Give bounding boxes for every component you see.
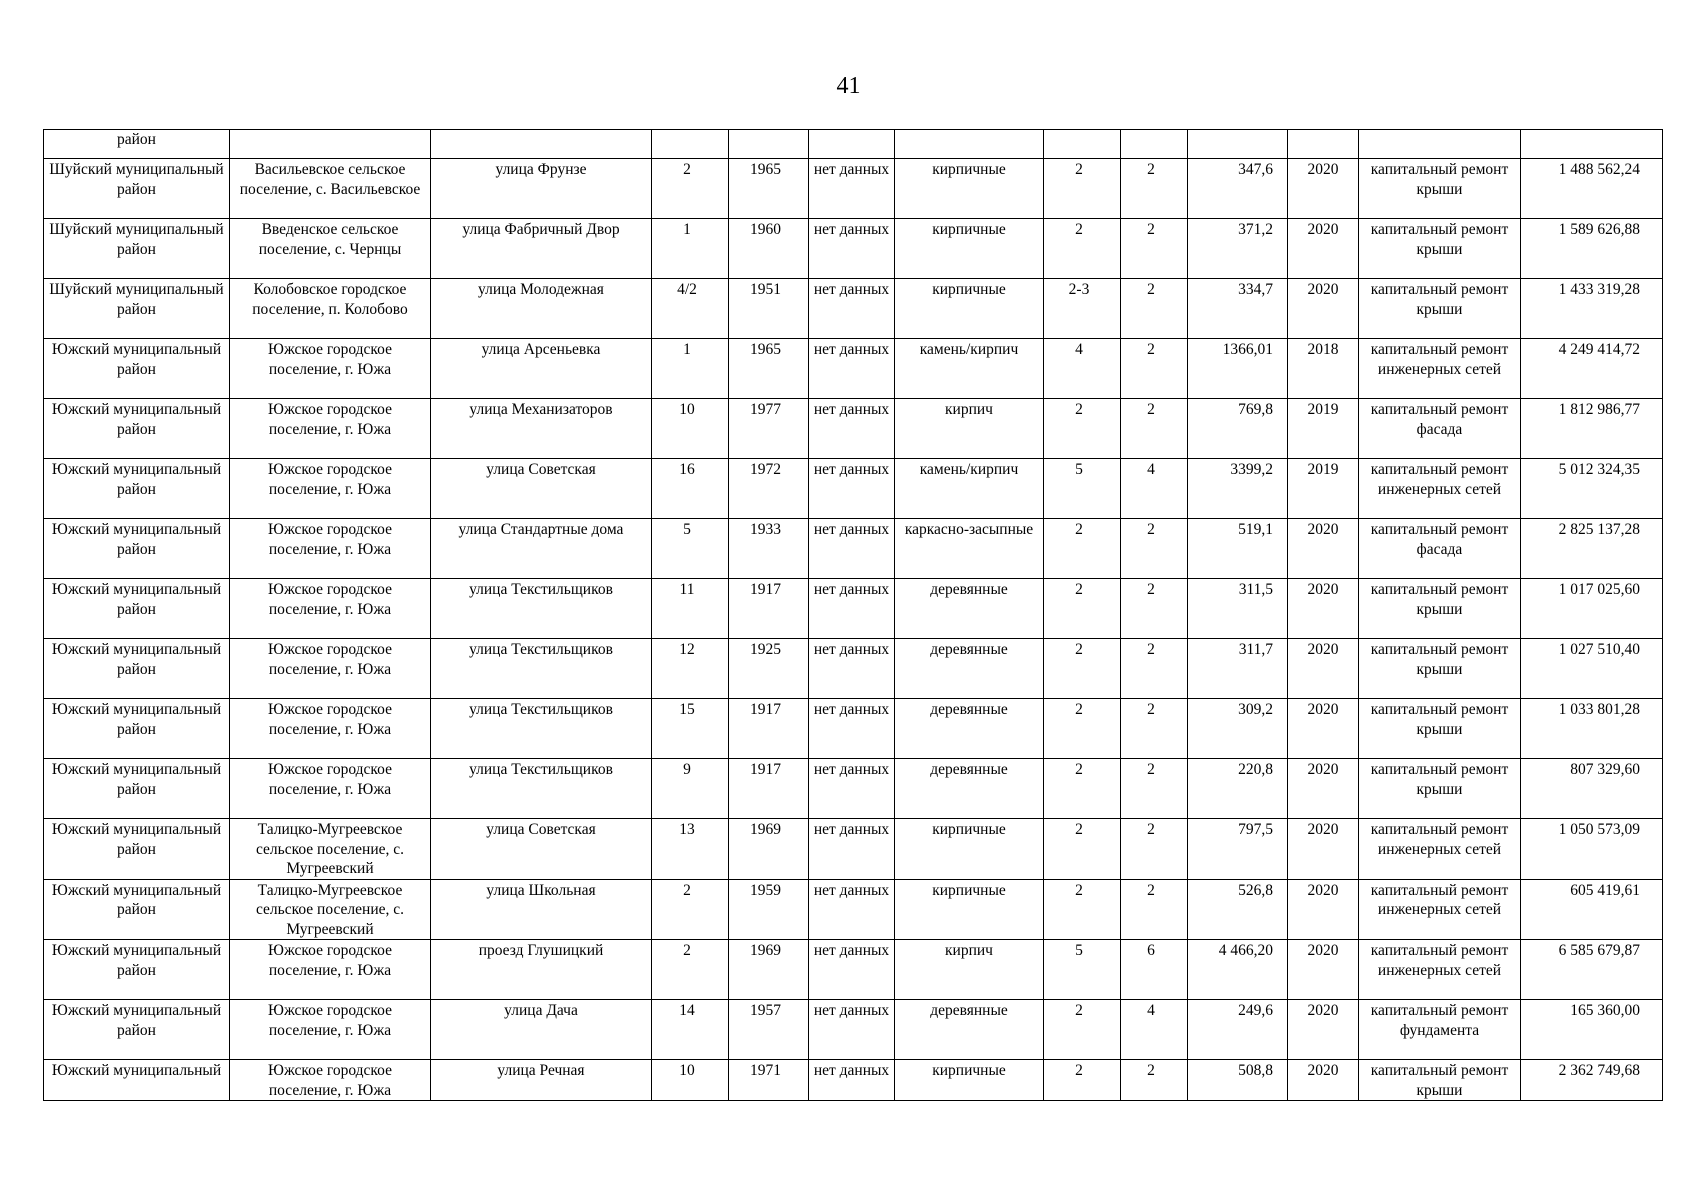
cell-wall-material: кирпичные xyxy=(895,1060,1044,1101)
table-row xyxy=(44,1000,1663,1060)
table-row xyxy=(44,639,1663,699)
cell-street: улица Советская xyxy=(431,459,652,519)
cell-settlement: Колобовское городское поселение, п. Колобово xyxy=(230,279,431,339)
cell-area: 334,7 xyxy=(1188,279,1288,339)
cell-house-number: 4/2 xyxy=(652,279,729,339)
cell-unknown: нет данных xyxy=(809,819,895,880)
cell-floors: 2 xyxy=(1044,819,1121,880)
cell-year-built: 1960 xyxy=(729,219,809,279)
cell-wall-material: кирпич xyxy=(895,940,1044,1000)
cell-street: проезд Глушицкий xyxy=(431,940,652,1000)
cell-area: 347,6 xyxy=(1188,159,1288,219)
table-row xyxy=(44,879,1663,940)
cell-unknown: нет данных xyxy=(809,219,895,279)
table-row xyxy=(44,519,1663,579)
cell-house-number: 5 xyxy=(652,519,729,579)
cell-unknown: нет данных xyxy=(809,159,895,219)
cell-repair-year: 2020 xyxy=(1288,940,1359,1000)
cell-district: Южский муниципальный район xyxy=(44,399,230,459)
cell-repair-year: 2020 xyxy=(1288,579,1359,639)
cell-year-built: 1925 xyxy=(729,639,809,699)
cell-repair-year: 2020 xyxy=(1288,879,1359,940)
cell-work-type: капитальный ремонт инженерных сетей xyxy=(1359,339,1521,399)
cell-street: улица Механизаторов xyxy=(431,399,652,459)
table-row xyxy=(44,339,1663,399)
cell-settlement: Введенское сельское поселение, с. Чернцы xyxy=(230,219,431,279)
cell-street: улица Фрунзе xyxy=(431,159,652,219)
cell-district: Южский муниципальный район xyxy=(44,699,230,759)
cell-wall-material: камень/кирпич xyxy=(895,459,1044,519)
cell-work-type: капитальный ремонт фундамента xyxy=(1359,1000,1521,1060)
cell-street: улица Текстильщиков xyxy=(431,579,652,639)
cell-unknown: нет данных xyxy=(809,399,895,459)
cell-entrances: 2 xyxy=(1121,639,1188,699)
cell-house-number: 13 xyxy=(652,819,729,880)
cell-unknown: нет данных xyxy=(809,579,895,639)
table-row xyxy=(44,699,1663,759)
cell-entrances: 2 xyxy=(1121,339,1188,399)
cell-cost: 4 249 414,72 xyxy=(1521,339,1663,399)
cell-floors: 2 xyxy=(1044,159,1121,219)
cell-empty xyxy=(809,130,895,159)
cell-unknown: нет данных xyxy=(809,879,895,940)
cell-area: 508,8 xyxy=(1188,1060,1288,1101)
cell-district: Шуйский муниципальный район xyxy=(44,159,230,219)
cell-settlement: Южское городское поселение, г. Южа xyxy=(230,940,431,1000)
cell-cost: 6 585 679,87 xyxy=(1521,940,1663,1000)
cell-settlement: Южское городское поселение, г. Южа xyxy=(230,459,431,519)
cell-settlement: Южское городское поселение, г. Южа xyxy=(230,579,431,639)
cell-area: 311,7 xyxy=(1188,639,1288,699)
table-row xyxy=(44,1060,1663,1101)
cell-entrances: 4 xyxy=(1121,459,1188,519)
cell-wall-material: деревянные xyxy=(895,1000,1044,1060)
cell-district: район xyxy=(44,130,230,159)
page-number: 41 xyxy=(836,73,861,99)
table-row xyxy=(44,159,1663,219)
cell-house-number: 2 xyxy=(652,879,729,940)
cell-work-type: капитальный ремонт крыши xyxy=(1359,759,1521,819)
cell-empty xyxy=(1521,130,1663,159)
cell-wall-material: деревянные xyxy=(895,579,1044,639)
cell-house-number: 2 xyxy=(652,940,729,1000)
cell-street: улица Дача xyxy=(431,1000,652,1060)
cell-cost: 2 362 749,68 xyxy=(1521,1060,1663,1101)
cell-house-number: 2 xyxy=(652,159,729,219)
cell-area: 1366,01 xyxy=(1188,339,1288,399)
cell-wall-material: кирпичные xyxy=(895,219,1044,279)
cell-street: улица Стандартные дома xyxy=(431,519,652,579)
cell-work-type: капитальный ремонт крыши xyxy=(1359,219,1521,279)
cell-street: улица Текстильщиков xyxy=(431,639,652,699)
cell-cost: 165 360,00 xyxy=(1521,1000,1663,1060)
cell-house-number: 14 xyxy=(652,1000,729,1060)
cell-wall-material: кирпичные xyxy=(895,159,1044,219)
cell-house-number: 1 xyxy=(652,219,729,279)
cell-cost: 807 329,60 xyxy=(1521,759,1663,819)
cell-empty xyxy=(230,130,431,159)
cell-district: Южский муниципальный район xyxy=(44,579,230,639)
cell-district: Южский муниципальный район xyxy=(44,879,230,940)
cell-district: Южский муниципальный xyxy=(44,1060,230,1101)
cell-year-built: 1972 xyxy=(729,459,809,519)
cell-house-number: 15 xyxy=(652,699,729,759)
cell-settlement: Талицко-Мугреевское сельское поселение, с. Мугреевский xyxy=(230,819,431,880)
cell-unknown: нет данных xyxy=(809,1060,895,1101)
cell-settlement: Талицко-Мугреевское сельское поселение, с. Мугреевский xyxy=(230,879,431,940)
cell-district: Южский муниципальный район xyxy=(44,519,230,579)
cell-entrances: 2 xyxy=(1121,879,1188,940)
cell-entrances: 2 xyxy=(1121,399,1188,459)
cell-cost: 5 012 324,35 xyxy=(1521,459,1663,519)
cell-year-built: 1969 xyxy=(729,940,809,1000)
cell-work-type: капитальный ремонт инженерных сетей xyxy=(1359,459,1521,519)
cell-cost: 1 488 562,24 xyxy=(1521,159,1663,219)
cell-settlement: Васильевское сельское поселение, с. Васильевское xyxy=(230,159,431,219)
cell-empty xyxy=(1359,130,1521,159)
cell-repair-year: 2020 xyxy=(1288,219,1359,279)
cell-street: улица Текстильщиков xyxy=(431,699,652,759)
table-row xyxy=(44,279,1663,339)
cell-area: 249,6 xyxy=(1188,1000,1288,1060)
cell-district: Шуйский муниципальный район xyxy=(44,279,230,339)
cell-floors: 2 xyxy=(1044,639,1121,699)
cell-floors: 4 xyxy=(1044,339,1121,399)
cell-empty xyxy=(1288,130,1359,159)
cell-repair-year: 2020 xyxy=(1288,1000,1359,1060)
cell-work-type: капитальный ремонт инженерных сетей xyxy=(1359,879,1521,940)
cell-unknown: нет данных xyxy=(809,519,895,579)
cell-wall-material: кирпич xyxy=(895,399,1044,459)
cell-area: 311,5 xyxy=(1188,579,1288,639)
cell-entrances: 2 xyxy=(1121,519,1188,579)
cell-repair-year: 2019 xyxy=(1288,399,1359,459)
cell-floors: 2 xyxy=(1044,759,1121,819)
cell-house-number: 10 xyxy=(652,399,729,459)
cell-year-built: 1917 xyxy=(729,759,809,819)
cell-wall-material: деревянные xyxy=(895,759,1044,819)
cell-wall-material: деревянные xyxy=(895,699,1044,759)
table-row xyxy=(44,579,1663,639)
table-row xyxy=(44,399,1663,459)
cell-floors: 5 xyxy=(1044,940,1121,1000)
cell-year-built: 1971 xyxy=(729,1060,809,1101)
cell-entrances: 4 xyxy=(1121,1000,1188,1060)
cell-year-built: 1917 xyxy=(729,699,809,759)
housing-repair-table xyxy=(43,129,1663,1101)
cell-repair-year: 2020 xyxy=(1288,639,1359,699)
cell-settlement: Южское городское поселение, г. Южа xyxy=(230,339,431,399)
cell-work-type: капитальный ремонт крыши xyxy=(1359,579,1521,639)
cell-year-built: 1965 xyxy=(729,339,809,399)
cell-district: Шуйский муниципальный район xyxy=(44,219,230,279)
cell-settlement: Южское городское поселение, г. Южа xyxy=(230,399,431,459)
cell-cost: 1 433 319,28 xyxy=(1521,279,1663,339)
cell-year-built: 1933 xyxy=(729,519,809,579)
cell-street: улица Текстильщиков xyxy=(431,759,652,819)
cell-district: Южский муниципальный район xyxy=(44,639,230,699)
cell-year-built: 1951 xyxy=(729,279,809,339)
cell-work-type: капитальный ремонт фасада xyxy=(1359,519,1521,579)
cell-house-number: 11 xyxy=(652,579,729,639)
cell-floors: 2 xyxy=(1044,699,1121,759)
cell-unknown: нет данных xyxy=(809,279,895,339)
cell-cost: 2 825 137,28 xyxy=(1521,519,1663,579)
cell-area: 526,8 xyxy=(1188,879,1288,940)
cell-area: 769,8 xyxy=(1188,399,1288,459)
cell-floors: 2 xyxy=(1044,219,1121,279)
cell-area: 4 466,20 xyxy=(1188,940,1288,1000)
cell-settlement: Южское городское поселение, г. Южа xyxy=(230,1060,431,1101)
cell-area: 309,2 xyxy=(1188,699,1288,759)
cell-settlement: Южское городское поселение, г. Южа xyxy=(230,519,431,579)
cell-district: Южский муниципальный район xyxy=(44,940,230,1000)
cell-district: Южский муниципальный район xyxy=(44,759,230,819)
cell-house-number: 1 xyxy=(652,339,729,399)
cell-cost: 1 050 573,09 xyxy=(1521,819,1663,880)
cell-cost: 1 027 510,40 xyxy=(1521,639,1663,699)
cell-district: Южский муниципальный район xyxy=(44,339,230,399)
cell-repair-year: 2020 xyxy=(1288,279,1359,339)
table-body xyxy=(44,130,1663,1101)
cell-entrances: 6 xyxy=(1121,940,1188,1000)
cell-district: Южский муниципальный район xyxy=(44,1000,230,1060)
cell-repair-year: 2020 xyxy=(1288,819,1359,880)
cell-street: улица Арсеньевка xyxy=(431,339,652,399)
cell-district: Южский муниципальный район xyxy=(44,459,230,519)
cell-entrances: 2 xyxy=(1121,819,1188,880)
cell-house-number: 9 xyxy=(652,759,729,819)
cell-entrances: 2 xyxy=(1121,159,1188,219)
cell-floors: 2 xyxy=(1044,519,1121,579)
cell-floors: 5 xyxy=(1044,459,1121,519)
cell-repair-year: 2020 xyxy=(1288,699,1359,759)
cell-house-number: 10 xyxy=(652,1060,729,1101)
cell-unknown: нет данных xyxy=(809,940,895,1000)
cell-entrances: 2 xyxy=(1121,759,1188,819)
cell-work-type: капитальный ремонт инженерных сетей xyxy=(1359,819,1521,880)
cell-year-built: 1959 xyxy=(729,879,809,940)
cell-settlement: Южское городское поселение, г. Южа xyxy=(230,699,431,759)
cell-floors: 2-3 xyxy=(1044,279,1121,339)
cell-floors: 2 xyxy=(1044,879,1121,940)
cell-unknown: нет данных xyxy=(809,339,895,399)
cell-house-number: 16 xyxy=(652,459,729,519)
cell-unknown: нет данных xyxy=(809,639,895,699)
cell-floors: 2 xyxy=(1044,1060,1121,1101)
cell-empty xyxy=(729,130,809,159)
cell-area: 3399,2 xyxy=(1188,459,1288,519)
cell-entrances: 2 xyxy=(1121,699,1188,759)
cell-floors: 2 xyxy=(1044,399,1121,459)
cell-wall-material: каркасно-засыпные xyxy=(895,519,1044,579)
cell-entrances: 2 xyxy=(1121,219,1188,279)
cell-year-built: 1969 xyxy=(729,819,809,880)
cell-floors: 2 xyxy=(1044,1000,1121,1060)
cell-repair-year: 2020 xyxy=(1288,759,1359,819)
cell-area: 371,2 xyxy=(1188,219,1288,279)
table-row xyxy=(44,219,1663,279)
cell-work-type: капитальный ремонт фасада xyxy=(1359,399,1521,459)
cell-cost: 1 812 986,77 xyxy=(1521,399,1663,459)
cell-cost: 1 017 025,60 xyxy=(1521,579,1663,639)
table-row xyxy=(44,940,1663,1000)
cell-wall-material: кирпичные xyxy=(895,819,1044,880)
cell-repair-year: 2020 xyxy=(1288,1060,1359,1101)
cell-street: улица Фабричный Двор xyxy=(431,219,652,279)
cell-empty xyxy=(1188,130,1288,159)
cell-entrances: 2 xyxy=(1121,579,1188,639)
table-row xyxy=(44,759,1663,819)
cell-year-built: 1977 xyxy=(729,399,809,459)
cell-street: улица Школьная xyxy=(431,879,652,940)
cell-unknown: нет данных xyxy=(809,459,895,519)
cell-floors: 2 xyxy=(1044,579,1121,639)
table-row xyxy=(44,459,1663,519)
cell-year-built: 1965 xyxy=(729,159,809,219)
cell-area: 797,5 xyxy=(1188,819,1288,880)
cell-district: Южский муниципальный район xyxy=(44,819,230,880)
cell-repair-year: 2020 xyxy=(1288,159,1359,219)
table-row xyxy=(44,819,1663,880)
cell-street: улица Речная xyxy=(431,1060,652,1101)
cell-house-number: 12 xyxy=(652,639,729,699)
continuation-row xyxy=(44,130,1663,159)
cell-repair-year: 2018 xyxy=(1288,339,1359,399)
cell-street: улица Советская xyxy=(431,819,652,880)
cell-work-type: капитальный ремонт крыши xyxy=(1359,699,1521,759)
cell-unknown: нет данных xyxy=(809,1000,895,1060)
cell-street: улица Молодежная xyxy=(431,279,652,339)
cell-work-type: капитальный ремонт инженерных сетей xyxy=(1359,940,1521,1000)
cell-wall-material: камень/кирпич xyxy=(895,339,1044,399)
cell-wall-material: кирпичные xyxy=(895,279,1044,339)
cell-empty xyxy=(431,130,652,159)
cell-area: 519,1 xyxy=(1188,519,1288,579)
cell-cost: 1 589 626,88 xyxy=(1521,219,1663,279)
cell-work-type: капитальный ремонт крыши xyxy=(1359,159,1521,219)
cell-repair-year: 2019 xyxy=(1288,459,1359,519)
cell-year-built: 1917 xyxy=(729,579,809,639)
cell-year-built: 1957 xyxy=(729,1000,809,1060)
cell-settlement: Южское городское поселение, г. Южа xyxy=(230,1000,431,1060)
cell-work-type: капитальный ремонт крыши xyxy=(1359,1060,1521,1101)
cell-settlement: Южское городское поселение, г. Южа xyxy=(230,759,431,819)
cell-repair-year: 2020 xyxy=(1288,519,1359,579)
cell-entrances: 2 xyxy=(1121,279,1188,339)
cell-cost: 1 033 801,28 xyxy=(1521,699,1663,759)
cell-empty xyxy=(1121,130,1188,159)
cell-wall-material: деревянные xyxy=(895,639,1044,699)
cell-work-type: капитальный ремонт крыши xyxy=(1359,639,1521,699)
cell-empty xyxy=(652,130,729,159)
cell-empty xyxy=(1044,130,1121,159)
cell-work-type: капитальный ремонт крыши xyxy=(1359,279,1521,339)
cell-unknown: нет данных xyxy=(809,759,895,819)
cell-empty xyxy=(895,130,1044,159)
cell-entrances: 2 xyxy=(1121,1060,1188,1101)
cell-area: 220,8 xyxy=(1188,759,1288,819)
cell-unknown: нет данных xyxy=(809,699,895,759)
cell-cost: 605 419,61 xyxy=(1521,879,1663,940)
cell-wall-material: кирпичные xyxy=(895,879,1044,940)
cell-settlement: Южское городское поселение, г. Южа xyxy=(230,639,431,699)
